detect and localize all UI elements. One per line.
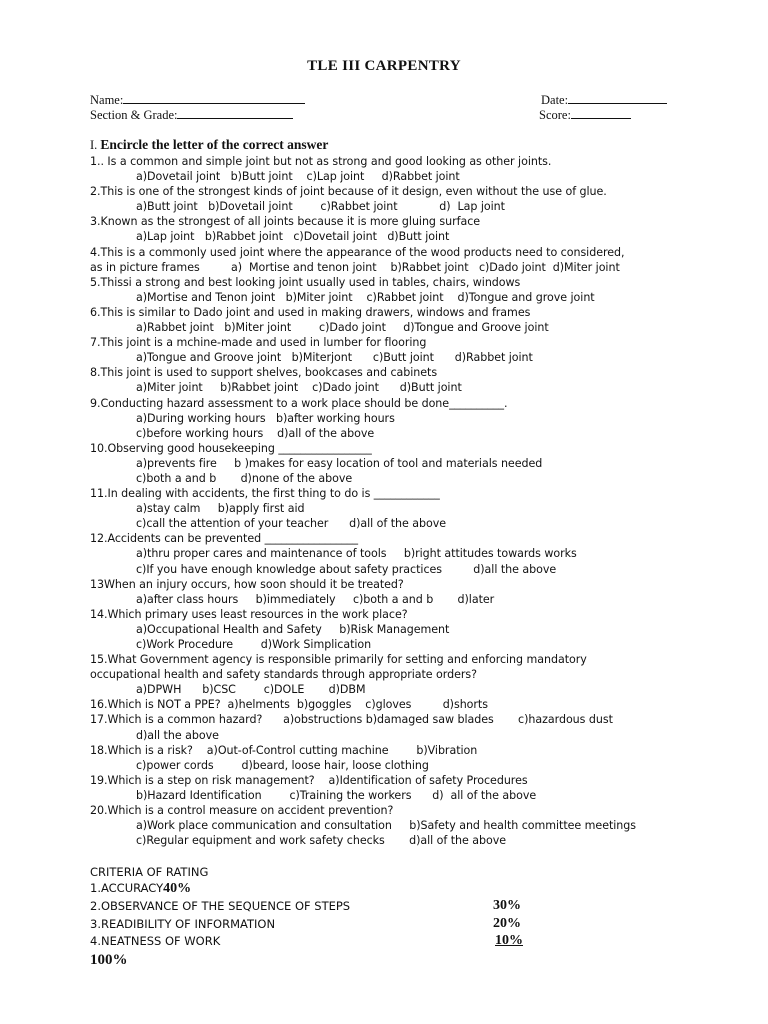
criteria-item-sequence: 2.OBSERVANCE OF THE SEQUENCE OF STEPS [90,899,351,913]
criteria-item-neatness: 4.NEATNESS OF WORK [90,934,221,948]
question-choices: a)after class hours b)immediately c)both a and b d)later [136,592,495,606]
question-choices: c)before working hours d)all of the above [136,426,375,440]
question-text: 17.Which is a common hazard? a)obstructions b)damaged saw blades c)hazardous dust [90,713,613,727]
criteria-total: 100% [90,952,128,968]
question-text: 12.Accidents can be prevented _________________ [90,532,359,546]
question-text: 11.In dealing with accidents, the first thing to do is ____________ [90,487,440,501]
section-grade-blank[interactable] [177,106,293,119]
date-label: Date: [541,93,569,107]
score-blank[interactable] [571,106,631,119]
question-item [90,154,690,184]
question-item [90,577,690,607]
question-item [90,486,690,531]
criteria-percent: 10% [495,933,523,948]
question-item [90,365,690,395]
question-item [90,697,690,712]
question-choices: c)power cords d)beard, loose hair, loose clothing [136,758,429,772]
question-text: 13When an injury occurs, how soon should it be treated? [90,577,404,591]
question-choices: a)Tongue and Groove joint b)Miterjont c)Butt joint d)Rabbet joint [136,351,533,365]
question-text: 6.This is similar to Dado joint and used in making drawers, windows and frames [90,305,531,319]
question-item [90,803,690,848]
question-item [90,773,690,803]
question-text: 16.Which is NOT a PPE? a)helments b)goggles c)gloves d)shorts [90,698,488,712]
question-choices: b)Hazard Identification c)Training the workers d) all of the above [136,788,537,802]
criteria-percent: 20% [493,916,521,931]
question-text: 14.Which primary uses least resources in the work place? [90,607,408,621]
question-item [90,531,690,576]
question-choices: a)Lap joint b)Rabbet joint c)Dovetail joint d)Butt joint [136,230,450,244]
criteria-percent: 40% [163,881,192,896]
question-choices: a)prevents fire b )makes for easy location of tool and materials needed [136,456,543,470]
question-choices: a)thru proper cares and maintenance of tools b)right attitudes towards works [136,547,577,561]
section-instruction: Encircle the letter of the correct answer [100,137,329,152]
question-choices: c)Regular equipment and work safety checks d)all of the above [136,834,507,848]
question-text: 4.This is a commonly used joint where the appearance of the wood products need to considered, [90,245,625,259]
name-blank[interactable] [123,91,305,104]
question-choices: a)Occupational Health and Safety b)Risk Management [136,622,450,636]
question-item [90,214,690,244]
question-choices: occupational health and safety standards through appropriate orders? [90,668,477,682]
question-choices: as in picture frames a) Mortise and tenon joint b)Rabbet joint c)Dado joint d)Miter joint [90,260,620,274]
question-choices: c)Work Procedure d)Work Simplication [136,638,372,651]
question-item [90,652,690,697]
question-item [90,245,690,275]
question-choices: a)stay calm b)apply first aid [136,502,305,516]
question-item [90,712,690,742]
question-choices: a)Rabbet joint b)Miter joint c)Dado joint d)Tongue and Groove joint [136,321,549,335]
question-text: 8.This joint is used to support shelves, bookcases and cabinets [90,366,438,380]
question-choices: a)DPWH b)CSC c)DOLE d)DBM [136,683,366,697]
question-choices: a)Mortise and Tenon joint b)Miter joint c)Rabbet joint d)Tongue and grove joint [136,290,595,304]
score-field[interactable] [539,106,631,123]
criteria-item-readability: 3.READIBILITY OF INFORMATION [90,917,276,931]
section-number: I. [90,138,98,152]
question-text: 2.This is one of the strongest kinds of joint because of it design, even without the use of glue. [90,185,607,199]
question-text: 1.. Is a common and simple joint but not as strong and good looking as other joints. [90,155,552,168]
question-choices: c)If you have enough knowledge about safety practices d)all the above [136,562,557,576]
question-text: 19.Which is a step on risk management? a)Identification of safety Procedures [90,773,528,787]
question-item [90,184,690,214]
date-blank[interactable] [568,91,667,104]
question-text: 3.Known as the strongest of all joints because it is more gluing surface [90,215,481,229]
question-choices: a)Dovetail joint b)Butt joint c)Lap joint d)Rabbet joint [136,170,460,184]
score-label: Score: [539,108,571,122]
question-list [90,154,690,848]
section-grade-field[interactable] [90,106,293,123]
criteria-percent: 30% [493,898,521,913]
question-text: 5.Thissi a strong and best looking joint usually used in tables, chairs, windows [90,275,521,289]
question-item [90,335,690,365]
question-choices: c)both a and b d)none of the above [136,471,353,485]
question-item [90,305,690,335]
criteria-item-accuracy [90,881,191,897]
question-text: 18.Which is a risk? a)Out-of-Control cutting machine b)Vibration [90,743,478,757]
question-text: 15.What Government agency is responsible primarily for setting and enforcing mandatory [90,653,587,667]
question-choices: d)all the above [136,728,219,742]
question-item [90,743,690,773]
section-grade-label: Section & Grade: [90,108,178,122]
question-text: 7.This joint is a mchine-made and used in lumber for flooring [90,336,427,350]
question-choices: c)call the attention of your teacher d)all of the above [136,517,447,531]
question-text: 10.Observing good housekeeping _________________ [90,441,372,455]
question-item [90,441,690,486]
question-choices: a)Miter joint b)Rabbet joint c)Dado joint d)Butt joint [136,381,462,395]
question-text: 9.Conducting hazard assessment to a work place should be done__________. [90,396,508,410]
document-title: TLE III CARPENTRY [307,58,461,74]
question-item [90,396,690,441]
question-choices: a)During working hours b)after working hours [136,411,395,425]
section-heading [90,137,328,153]
question-item [90,607,690,652]
question-item [90,275,690,305]
criteria-label: 1.ACCURACY [90,881,164,895]
question-choices: a)Butt joint b)Dovetail joint c)Rabbet joint d) Lap joint [136,200,505,214]
name-label: Name: [90,93,124,107]
question-choices: a)Work place communication and consultation b)Safety and health committee meetings [136,819,637,833]
criteria-heading: CRITERIA OF RATING [90,865,209,879]
question-text: 20.Which is a control measure on accident prevention? [90,804,394,818]
